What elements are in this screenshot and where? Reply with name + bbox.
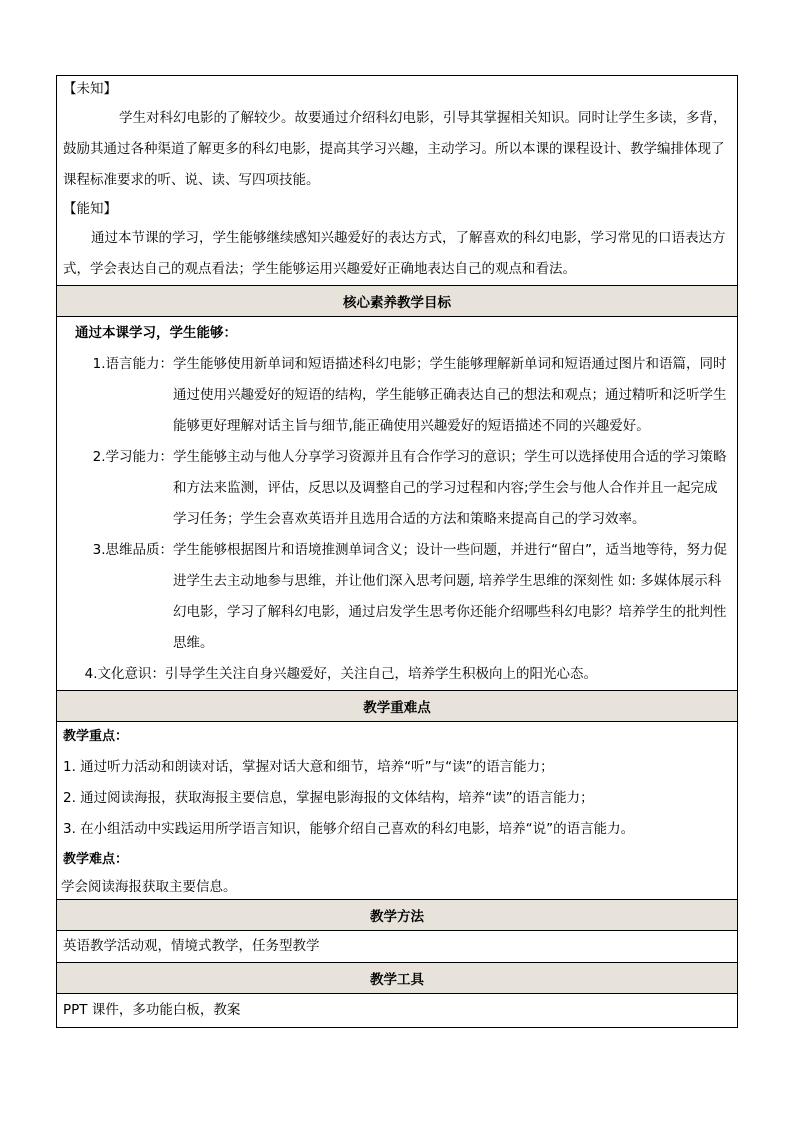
focus-item: 3. 在小组活动中实践运用所学语言知识，能够介绍自己喜欢的科幻电影，培养“说”的语言能力。 bbox=[63, 821, 635, 837]
difficulty-title: 教学难点： bbox=[63, 852, 129, 867]
method-text: 英语教学活动观，情境式教学，任务型教学 bbox=[57, 931, 738, 963]
unknown-paragraph: 学生对科幻电影的了解较少。故要通过介绍科幻电影，引导其掌握相关知识。同时让学生多读，多背，鼓励其通过各种渠道了解更多的科幻电影，提高其学习兴趣，主动学习。所以本课的课程设计、教学编排体现了课程标准要求的听、说、读、写四项技能。 bbox=[63, 110, 727, 188]
unknown-tag: 【未知】 bbox=[63, 81, 117, 97]
key-points-header: 教学重难点 bbox=[57, 691, 738, 722]
goal-item-thinking bbox=[57, 535, 737, 659]
method-row bbox=[57, 931, 738, 963]
focus-item: 2. 通过阅读海报，获取海报主要信息，掌握电影海报的文体结构，培养“读”的语言能力； bbox=[63, 790, 594, 806]
goal-label: 3.思维品质： bbox=[92, 542, 173, 558]
tools-header: 教学工具 bbox=[57, 963, 738, 994]
difficulty-text: 学会阅读海报获取主要信息。 bbox=[61, 879, 237, 895]
core-goals-header-row bbox=[57, 286, 738, 317]
key-points-row bbox=[57, 722, 738, 900]
intro-cell bbox=[57, 76, 738, 286]
able-paragraph: 通过本节课的学习，学生能够继续感知兴趣爱好的表达方式，了解喜欢的科幻电影，学习常见的口语表达方式，学会表达自己的观点看法；学生能够运用兴趣爱好正确地表达自己的观点和看法。 bbox=[63, 230, 726, 277]
focus-title: 教学重点： bbox=[63, 729, 129, 744]
lesson-plan-table bbox=[56, 75, 738, 1028]
method-header-row bbox=[57, 900, 738, 931]
tools-row bbox=[57, 994, 738, 1028]
goal-item-language bbox=[57, 349, 737, 442]
focus-item: 1. 通过听力活动和朗读对话，掌握对话大意和细节，培养“听”与“读”的语言能力； bbox=[63, 759, 554, 775]
core-goals-row bbox=[57, 317, 738, 691]
tools-text: PPT 课件，多功能白板，教案 bbox=[57, 994, 738, 1028]
core-goals-header: 核心素养教学目标 bbox=[57, 286, 738, 317]
goal-item-culture bbox=[57, 659, 737, 690]
method-header: 教学方法 bbox=[57, 900, 738, 931]
goal-label: 2.学习能力： bbox=[92, 449, 173, 465]
core-goals-lead: 通过本课学习，学生能够： bbox=[75, 325, 237, 341]
lesson-plan-page bbox=[56, 75, 738, 1028]
key-points-header-row bbox=[57, 691, 738, 722]
intro-row bbox=[57, 76, 738, 286]
key-points-cell bbox=[57, 722, 738, 900]
core-goals-cell bbox=[57, 317, 738, 691]
goal-text: 学生能够主动与他人分享学习资源并且有合作学习的意识；学生可以选择使用合适的学习策略和方法来监测，评估，反思以及调整自己的学习过程和内容;学生会与他人合作并且一起完成学习任务；学生会喜欢英语并且选用合适的方法和策略来提高自己的学习效率。 bbox=[173, 449, 727, 527]
goal-text: 引导学生关注自身兴趣爱好，关注自己，培养学生积极向上的阳光心态。 bbox=[165, 666, 597, 682]
goal-text: 学生能够使用新单词和短语描述科幻电影；学生能够理解新单词和短语通过图片和语篇，同时通过使用兴趣爱好的短语的结构，学生能够正确表达自己的想法和观点；通过精听和泛听学生能够更好理解对话主旨与细节,能正确使用兴趣爱好的短语描述不同的兴趣爱好。 bbox=[173, 356, 727, 434]
tools-header-row bbox=[57, 963, 738, 994]
goal-text: 学生能够根据图片和语境推测单词含义；设计一些问题，并进行“留白”，适当地等待，努力促进学生去主动地参与思维，并让他们深入思考问题, 培养学生思维的深刻性 如: 多媒体展示科幻电影，学习了解科幻电影，通过启发学生思考你还能介绍哪些科幻电影？培养学生的批判性思维。 bbox=[173, 542, 727, 651]
able-tag: 【能知】 bbox=[63, 201, 117, 217]
goal-item-learning bbox=[57, 442, 737, 535]
goal-label: 1.语言能力： bbox=[92, 356, 173, 372]
goal-label: 4.文化意识： bbox=[84, 666, 165, 682]
